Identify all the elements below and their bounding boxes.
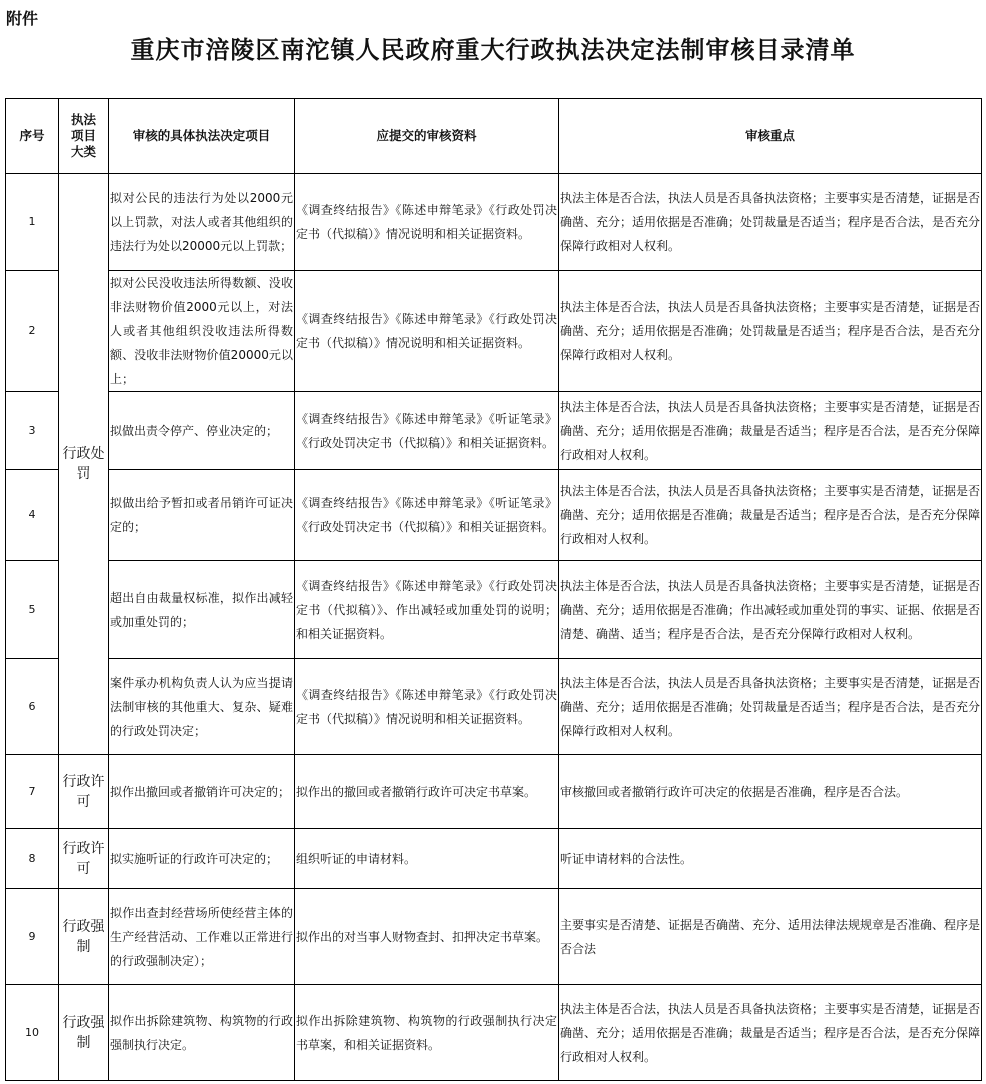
row-item: 拟实施听证的行政许可决定的； [109, 829, 295, 889]
document-title: 重庆市涪陵区南沱镇人民政府重大行政执法决定法制审核目录清单 [130, 36, 856, 64]
row-materials: 拟作出的对当事人财物查封、扣押决定书草案。 [295, 889, 559, 985]
category-cell: 行政强制 [59, 889, 109, 985]
row-focus: 执法主体是否合法，执法人员是否具备执法资格；主要事实是否清楚，证据是否确凿、充分；适用依据是否准确；处罚裁量是否适当；程序是否合法，是否充分保障行政相对人权利。 [559, 271, 982, 392]
row-focus: 主要事实是否清楚、证据是否确凿、充分、适用法律法规规章是否准确、程序是否合法 [559, 889, 982, 985]
row-materials: 拟作出的撤回或者撤销行政许可决定书草案。 [295, 755, 559, 829]
table-header-row [6, 99, 982, 174]
row-seq: 5 [6, 561, 59, 659]
row-materials: 《调查终结报告》《陈述申辩笔录》《行政处罚决定书（代拟稿）》情况说明和相关证据资料。 [295, 659, 559, 755]
table-row [6, 755, 982, 829]
row-item: 拟作出查封经营场所使经营主体的生产经营活动、工作难以正常进行的行政强制决定）； [109, 889, 295, 985]
row-seq: 9 [6, 889, 59, 985]
row-seq: 8 [6, 829, 59, 889]
header-materials: 应提交的审核资料 [295, 99, 559, 174]
category-cell: 行政处罚 [59, 174, 109, 755]
table-row [6, 561, 982, 659]
header-category: 执法项目大类 [59, 99, 109, 174]
row-materials: 组织听证的申请材料。 [295, 829, 559, 889]
row-focus: 执法主体是否合法，执法人员是否具备执法资格；主要事实是否清楚，证据是否确凿、充分；适用依据是否准确；作出减轻或加重处罚的事实、证据、依据是否清楚、确凿、适当；程序是否合法，是否充分保障行政相对人权利。 [559, 561, 982, 659]
row-item: 拟作出撤回或者撤销许可决定的； [109, 755, 295, 829]
row-focus: 执法主体是否合法，执法人员是否具备执法资格；主要事实是否清楚，证据是否确凿、充分；适用依据是否准确；裁量是否适当；程序是否合法，是否充分保障行政相对人权利。 [559, 985, 982, 1081]
attachment-label: 附件 [6, 9, 39, 28]
row-item: 超出自由裁量权标准，拟作出减轻或加重处罚的； [109, 561, 295, 659]
header-focus: 审核重点 [559, 99, 982, 174]
table-row [6, 174, 982, 271]
table-row [6, 659, 982, 755]
table-row [6, 985, 982, 1081]
row-seq: 10 [6, 985, 59, 1081]
category-cell: 行政许可 [59, 755, 109, 829]
category-cell: 行政许可 [59, 829, 109, 889]
row-materials: 拟作出拆除建筑物、构筑物的行政强制执行决定书草案，和相关证据资料。 [295, 985, 559, 1081]
row-item: 拟做出给予暂扣或者吊销许可证决定的； [109, 470, 295, 561]
table-row [6, 392, 982, 470]
row-seq: 2 [6, 271, 59, 392]
row-item: 拟对公民没收违法所得数额、没收非法财物价值2000元以上，对法人或者其他组织没收违法所得数额、没收非法财物价值20000元以上； [109, 271, 295, 392]
row-materials: 《调查终结报告》《陈述申辩笔录》《行政处罚决定书（代拟稿）》、作出减轻或加重处罚的说明；和相关证据资料。 [295, 561, 559, 659]
table-row [6, 470, 982, 561]
row-materials: 《调查终结报告》《陈述申辩笔录》《行政处罚决定书（代拟稿）》情况说明和相关证据资料。 [295, 271, 559, 392]
header-item: 审核的具体执法决定项目 [109, 99, 295, 174]
row-focus: 执法主体是否合法，执法人员是否具备执法资格；主要事实是否清楚，证据是否确凿、充分；适用依据是否准确；处罚裁量是否适当；程序是否合法，是否充分保障行政相对人权利。 [559, 174, 982, 271]
row-item: 拟作出拆除建筑物、构筑物的行政强制执行决定。 [109, 985, 295, 1081]
row-seq: 1 [6, 174, 59, 271]
row-item: 拟对公民的违法行为处以2000元以上罚款，对法人或者其他组织的违法行为处以20000元以上罚款； [109, 174, 295, 271]
header-seq: 序号 [6, 99, 59, 174]
row-seq: 3 [6, 392, 59, 470]
row-focus: 执法主体是否合法，执法人员是否具备执法资格；主要事实是否清楚，证据是否确凿、充分；适用依据是否准确；处罚裁量是否适当；程序是否合法，是否充分保障行政相对人权利。 [559, 659, 982, 755]
table-row [6, 271, 982, 392]
row-seq: 7 [6, 755, 59, 829]
row-materials: 《调查终结报告》《陈述申辩笔录》《听证笔录》《行政处罚决定书（代拟稿）》和相关证据资料。 [295, 392, 559, 470]
row-focus: 执法主体是否合法，执法人员是否具备执法资格；主要事实是否清楚，证据是否确凿、充分；适用依据是否准确；裁量是否适当；程序是否合法，是否充分保障行政相对人权利。 [559, 392, 982, 470]
row-seq: 6 [6, 659, 59, 755]
row-focus: 执法主体是否合法，执法人员是否具备执法资格；主要事实是否清楚，证据是否确凿、充分；适用依据是否准确；裁量是否适当；程序是否合法，是否充分保障行政相对人权利。 [559, 470, 982, 561]
table-row [6, 829, 982, 889]
row-focus: 听证申请材料的合法性。 [559, 829, 982, 889]
row-seq: 4 [6, 470, 59, 561]
row-focus: 审核撤回或者撤销行政许可决定的依据是否准确，程序是否合法。 [559, 755, 982, 829]
row-materials: 《调查终结报告》《陈述申辩笔录》《行政处罚决定书（代拟稿）》情况说明和相关证据资料。 [295, 174, 559, 271]
row-materials: 《调查终结报告》《陈述申辩笔录》《听证笔录》《行政处罚决定书（代拟稿）》和相关证据资料。 [295, 470, 559, 561]
row-item: 案件承办机构负责人认为应当提请法制审核的其他重大、复杂、疑难的行政处罚决定； [109, 659, 295, 755]
category-cell: 行政强制 [59, 985, 109, 1081]
row-item: 拟做出责令停产、停业决定的； [109, 392, 295, 470]
table-row [6, 889, 982, 985]
review-catalog-table [5, 98, 982, 1081]
